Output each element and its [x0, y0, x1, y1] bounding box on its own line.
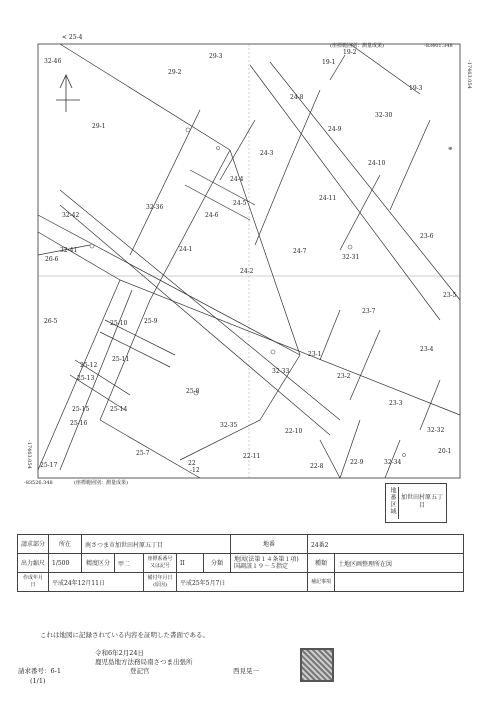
installed-header: 備付年月日(原因)	[144, 573, 177, 592]
kind-value: 土地区画整理所在図	[335, 554, 464, 573]
request-part-header: 請求部分	[18, 535, 49, 554]
parcel-label-24-5: 24-5	[233, 200, 247, 207]
office-name: 鹿児島地方法務局南さつま出張所	[95, 658, 193, 666]
small-mark-right: ⊕	[448, 146, 453, 152]
kind-header: 種類	[308, 554, 335, 573]
scale-note-bottom: (座標範囲別：測量成果)	[74, 480, 128, 486]
coord-system-value: II	[177, 554, 204, 573]
official-seal	[300, 648, 334, 682]
page-indicator: (1/1)	[30, 677, 46, 685]
parcel-label-24-11: 24-11	[319, 195, 337, 202]
scale-header: 出力縮尺	[18, 554, 49, 573]
precision-value: 甲二	[115, 554, 144, 573]
parcel-label-32-41: 32-41	[60, 247, 78, 254]
parcel-label-25-8: 25-8	[186, 388, 200, 395]
coord-system-header: 座標系番号又は記号	[144, 554, 177, 573]
district-box	[385, 483, 447, 523]
parcel-label-32-33: 32-33	[272, 368, 290, 375]
district-value: 加世田村原五丁目	[401, 494, 444, 509]
certification-text: これは地図に記録されている内容を証明した書面である。	[40, 631, 209, 639]
parcel-label-25-14: 25-14	[110, 406, 128, 413]
parcel-label-24-10: 24-10	[368, 160, 386, 167]
parcel-label-24-4: 24-4	[230, 176, 244, 183]
parcel-label-22-8: 22-8	[310, 463, 324, 470]
parcel-label-22: 22	[188, 460, 196, 467]
installed-value: 平成25年5月7日	[177, 573, 308, 592]
coord-right-vertical: -17463.054	[466, 60, 472, 89]
parcel-label-25-17: 25-17	[40, 462, 58, 469]
created-header: 作成年月日	[18, 573, 49, 592]
classification-header: 分類	[204, 554, 231, 573]
notes-value	[335, 573, 464, 592]
parcel-label-22-9: 22-9	[350, 459, 364, 466]
north-arrow-icon	[56, 75, 80, 112]
lot-value: 24番2	[308, 535, 464, 554]
parcel-label--12: -12	[190, 467, 200, 474]
parcel-label-23-3: 23-3	[389, 400, 403, 407]
parcel-label-23-1: 23-1	[308, 351, 322, 358]
parcel-label-32-34: 32-34	[384, 459, 402, 466]
request-number: 請求番号：6-1	[18, 667, 61, 675]
parcel-label-29-2: 29-2	[168, 69, 182, 76]
location-value: 南さつま市加世田村原五丁目	[82, 535, 231, 554]
parcel-label-22-11: 22-11	[243, 453, 261, 460]
parcel-label-32-35: 32-35	[220, 422, 238, 429]
parcel-label-32-31: 32-31	[342, 254, 360, 261]
info-table	[17, 534, 464, 592]
scale-value: 1/500	[49, 554, 82, 573]
issue-date: 令和6年2月24日	[95, 649, 145, 657]
parcel-label-25-7: 25-7	[136, 450, 150, 457]
parcel-label-32-36: 32-36	[146, 204, 164, 211]
parcel-label-23-4: 23-4	[420, 346, 434, 353]
district-label: 地番区域	[389, 487, 396, 515]
parcel-label-25-11: 25-11	[112, 356, 130, 363]
top-mark: < 25-4	[62, 34, 83, 41]
parcel-label-19-3: 19-3	[409, 85, 423, 92]
registrar-role: 登記官	[130, 667, 150, 675]
parcel-label-22-10: 22-10	[285, 428, 303, 435]
parcel-label-24-2: 24-2	[240, 268, 254, 275]
lot-header: 地番	[231, 535, 308, 554]
scale-note-top: (座標範囲別：測量成果)	[330, 43, 384, 49]
parcel-label-29-1: 29-1	[92, 123, 106, 130]
parcel-label-24-1: 24-1	[179, 246, 193, 253]
precision-header: 精度区分	[82, 554, 115, 573]
parcel-label-19-2: 19-2	[343, 49, 357, 56]
parcel-label-26-6: 26-6	[45, 256, 59, 263]
parcel-label-25-12: 25-12	[80, 362, 98, 369]
parcel-label-24-3: 24-3	[260, 150, 274, 157]
created-value: 平成24年12月11日	[49, 573, 144, 592]
parcel-label-23-5: 23-5	[443, 292, 457, 299]
parcel-label-32-46: 32-46	[44, 58, 62, 65]
parcel-label-29-3: 29-3	[209, 53, 223, 60]
parcel-label-25-16: 25-16	[70, 420, 88, 427]
parcel-label-32-32: 32-32	[427, 427, 445, 434]
parcel-label-23-6: 23-6	[420, 233, 434, 240]
parcel-label-24-6: 24-6	[205, 212, 219, 219]
parcel-label-32-30: 32-30	[375, 112, 393, 119]
coord-left-vertical: -17463.054	[26, 440, 32, 469]
notes-header: 補記事項	[308, 573, 335, 592]
parcel-label-24-8: 24-8	[290, 94, 304, 101]
parcel-label-23-2: 23-2	[337, 373, 351, 380]
parcel-label-20-1: 20-1	[438, 448, 452, 455]
coord-bottom-left: -83526.348	[24, 480, 53, 486]
parcel-label-25-13: 25-13	[77, 375, 95, 382]
parcel-label-24-9: 24-9	[328, 126, 342, 133]
parcel-label-25-10: 25-10	[110, 320, 128, 327]
parcel-label-25-15: 25-15	[72, 406, 90, 413]
parcel-label-23-7: 23-7	[362, 308, 376, 315]
location-header: 所在	[49, 535, 82, 554]
coord-top-right: -83401.348	[424, 43, 453, 49]
classification-value: 地図(法第１４条第１項)国調該１９－５指定	[231, 554, 308, 573]
parcel-label-24-7: 24-7	[293, 248, 307, 255]
parcel-label-25-9: 25-9	[144, 318, 158, 325]
parcel-label-32-42: 32-42	[62, 212, 80, 219]
registrar-name: 西見晃一	[233, 667, 259, 675]
parcel-label-26-5: 26-5	[44, 318, 58, 325]
parcel-label-19-1: 19-1	[322, 59, 336, 66]
